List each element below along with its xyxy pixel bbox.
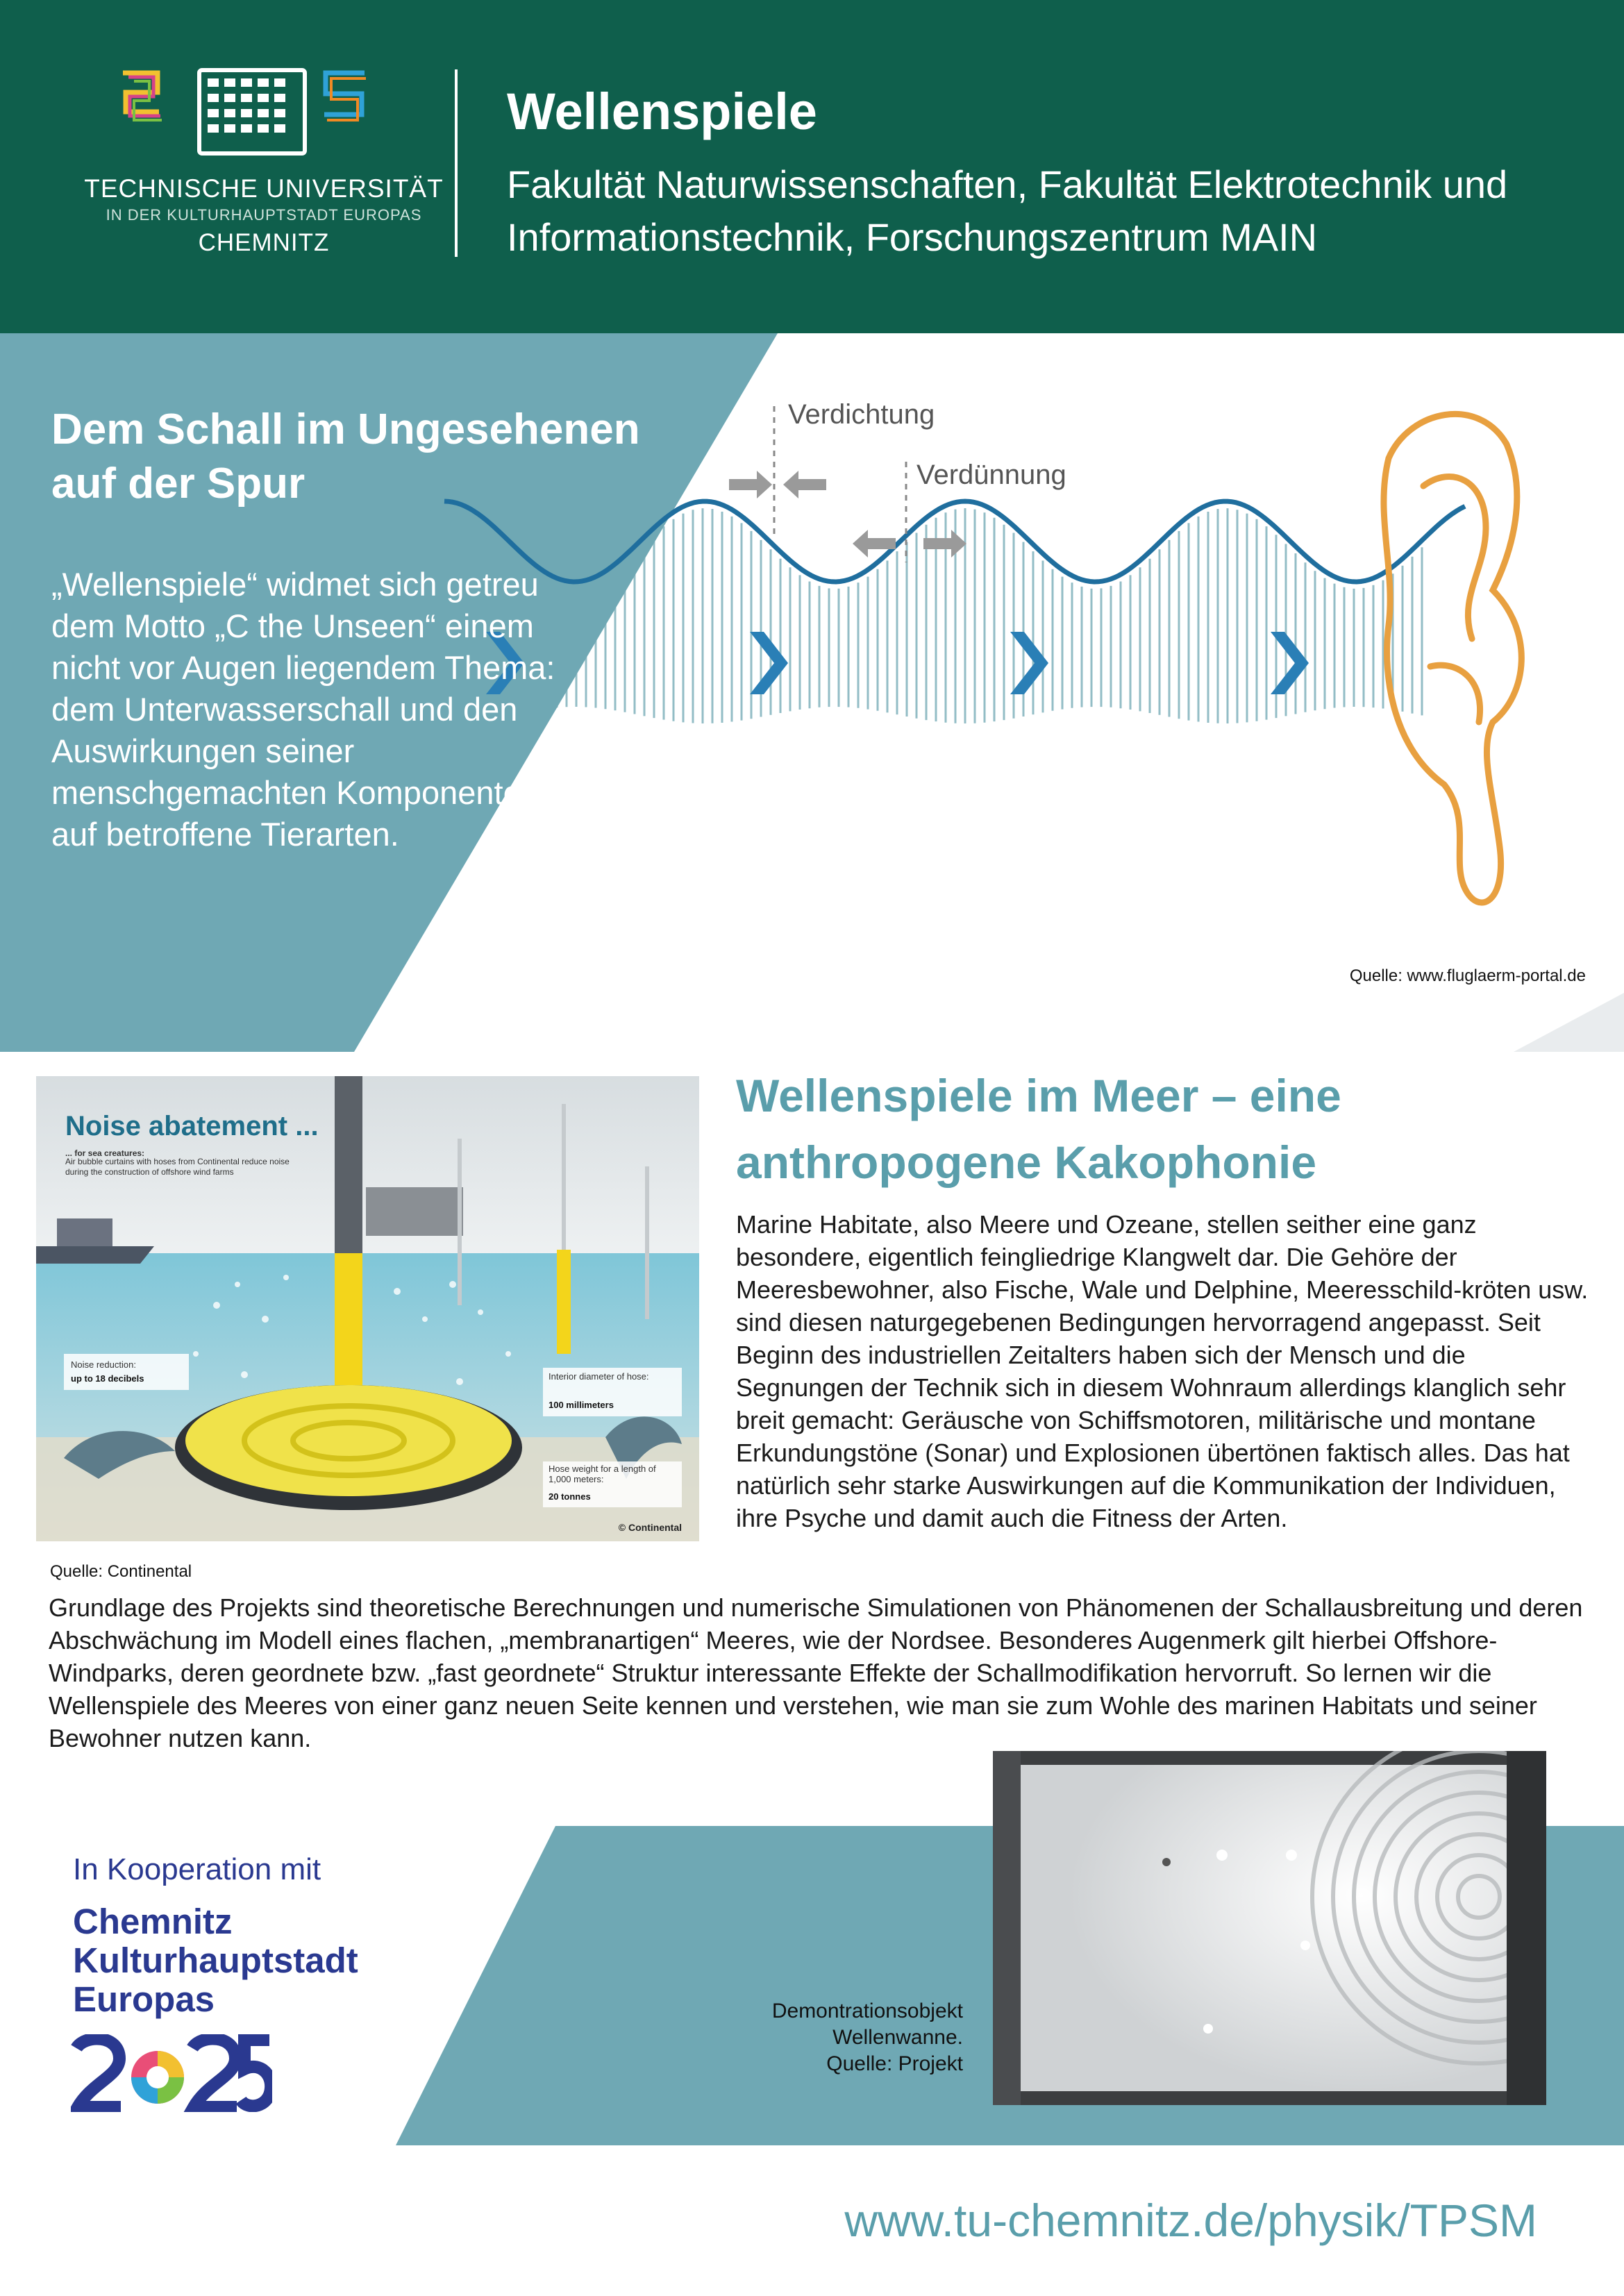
callout-1-label: Noise reduction: [71, 1359, 136, 1370]
noise-abatement-illustration [36, 1076, 699, 1541]
caption-line-2: Wellenwanne. [832, 2026, 963, 2049]
section-heading-meer: Wellenspiele im Meer – eine anthropogene Kakophonie [736, 1070, 1341, 1188]
partner-line-2: Kulturhauptstadt [73, 1941, 358, 1980]
compression-label: Verdichtung [788, 399, 935, 430]
rarefaction-label: Verdünnung [916, 460, 1066, 490]
university-name: TECHNISCHE UNIVERSITÄT [84, 174, 444, 203]
section-text-meer: Marine Habitate, also Meere und Ozeane, stellen seither eine ganz besondere, eigentlich feingliedrige Klangwelt dar. Die Gehöre der Meeresbewohner, also Fische, Wale und Delphine, Meeresschild-kröten usw. sind diesen naturgegebenen Bedingungen hervorragend angepasst. Seit Beginn des industriellen Zeitalters haben sich der Mensch und die Segnungen der Technik sich in diesem Wohnraum allerdings klanglich sehr breit gemacht: Geräusche von Schiffsmotoren, militärische und montane Erkundungstöne (Sonar) und Explosionen übertönen faktisch alles. Das hat natürlich sehr starke Auswirkungen auf die Kommunikation der Individuen, ihre Psyche und damit auch die Fitness der Arten. [736, 1210, 1589, 1532]
kulturhauptstadt-2025-logo [71, 2034, 272, 2112]
callout-2-label: Interior diameter of hose: [549, 1371, 649, 1382]
arrow-left-icon [783, 471, 826, 498]
wave-tank-photo [993, 1751, 1546, 2105]
cooperation-label: In Kooperation mit [73, 1852, 321, 1886]
callout-3-label: Hose weight for a length of 1,000 meters: [549, 1464, 656, 1484]
poster-title: Wellenspiele [507, 83, 817, 140]
chevron-right-icon [750, 632, 788, 694]
hero-heading: Dem Schall im Ungesehenen auf der Spur [51, 405, 640, 508]
callout-3-value: 20 tonnes [549, 1491, 591, 1502]
university-city: CHEMNITZ [198, 229, 330, 256]
university-subline: IN DER KULTURHAUPTSTADT EUROPAS [106, 206, 422, 224]
footer-website-link[interactable]: www.tu-chemnitz.de/physik/TPSM [844, 2195, 1537, 2246]
noise-figure-source: Quelle: Continental [50, 1562, 192, 1581]
figure-lead-text: Air bubble curtains with hoses from Continental reduce noise during the construction of offshore wind farms [65, 1157, 290, 1177]
wave-image-source: Quelle: www.fluglaerm-portal.de [1349, 966, 1586, 985]
partner-line-1: Chemnitz [73, 1902, 233, 1941]
ear-icon [1384, 414, 1521, 903]
caption-line-3: Quelle: Projekt [826, 2052, 963, 2075]
figure-lead-bold: ... for sea creatures: [65, 1148, 145, 1158]
wave-tank-caption [729, 1998, 963, 2077]
hero-intro-text: „Wellenspiele“ widmet sich getreu dem Motto „C the Unseen“ einem nicht vor Augen liegendem Thema: dem Unterwasserschall und den Auswirkungen seiner menschgemachten Komponenten auf betroffene Tierarten. [51, 566, 555, 853]
header-divider [455, 69, 458, 257]
figure-title: Noise abatement ... [65, 1111, 319, 1141]
poster-subtitle: Fakultät Naturwissenschaften, Fakultät Elektrotechnik und Informationstechnik, Forschungszentrum MAIN [507, 162, 1508, 259]
callout-1-value: up to 18 decibels [71, 1373, 144, 1384]
callout-2-value: 100 millimeters [549, 1400, 614, 1410]
arrow-right-icon [729, 471, 772, 498]
figure-brand: © Continental [618, 1522, 682, 1533]
section-text-grundlage: Grundlage des Projekts sind theoretische Berechnungen und numerische Simulationen von Phänomenen der Schallausbreitung und deren Abschwächung im Modell eines flachen, „membranartigen“ Meeres, wie der Nordsee. Besonderes Augenmerk gilt hierbei Offshore-Windparks, deren geordnete bzw. „fast geordnete“ Struktur interessante Effekte der Schallmodifikation hervorruft. So lernen wir die Wellenspiele des Meeres von einer ganz neuen Seite kennen und verstehen, wie man sie zum Wohle des marinen Habitats und seiner Bewohner nutzen kann. [49, 1593, 1583, 1752]
cooperation-partner-name [73, 1902, 489, 2019]
partner-line-3: Europas [73, 1979, 215, 2019]
hero-corner-shape [1514, 993, 1624, 1052]
tu-chemnitz-logo [122, 66, 406, 163]
caption-line-1: Demontrationsobjekt [771, 2000, 963, 2022]
